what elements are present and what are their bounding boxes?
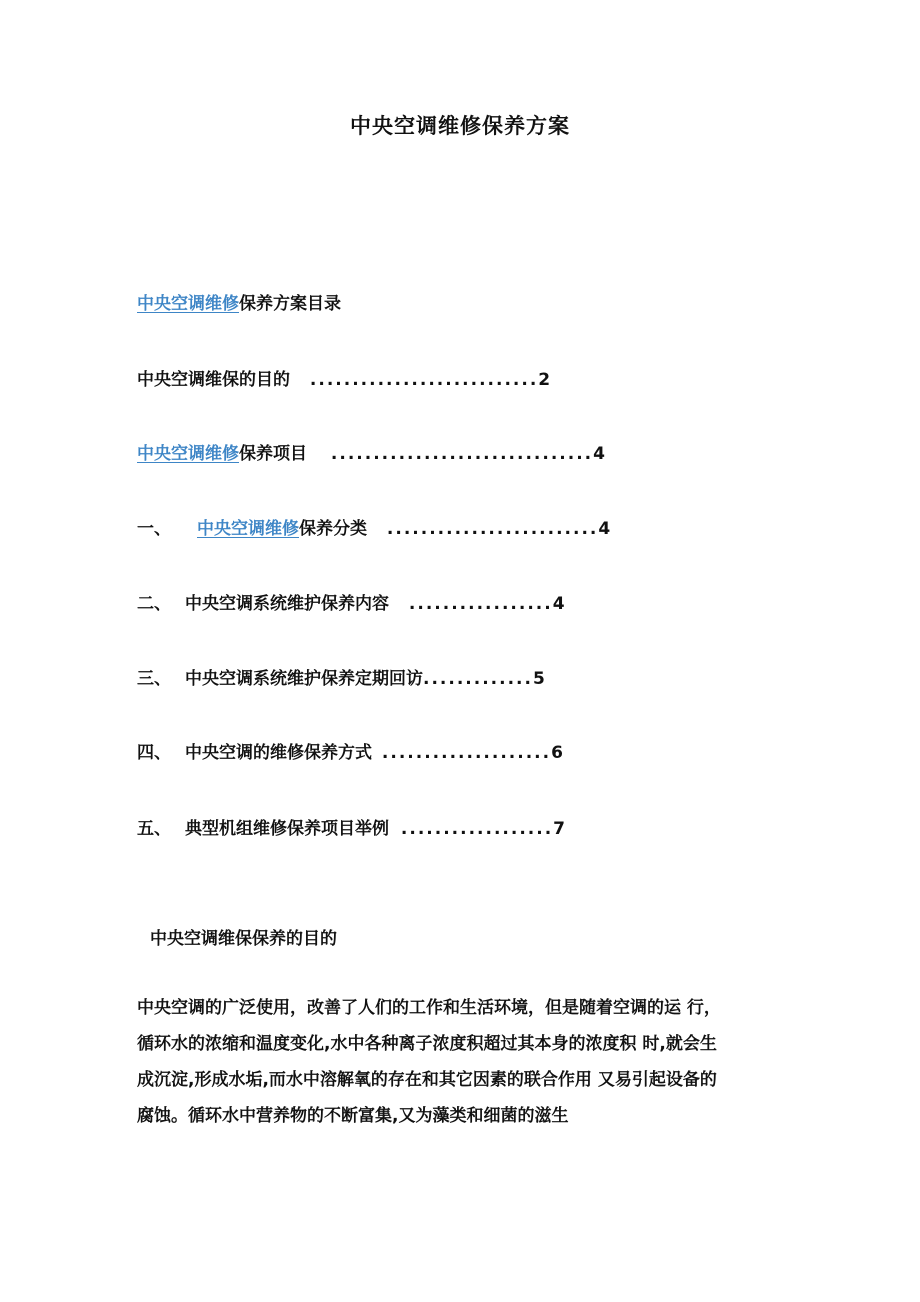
toc-leader-dots: ............................... (330, 444, 594, 464)
toc-leader-dots: .................... (381, 743, 552, 763)
toc-entry-text: 中央空调系统维护保养内容 (185, 594, 389, 614)
paragraph-line: 腐蚀。循环水中营养物的不断富集,又为藻类和细菌的滋生 (137, 1106, 569, 1126)
paragraph-line: 循环水的浓缩和温度变化,水中各种离子浓度积超过其本身的浓度积 时,就会生 (137, 1034, 717, 1054)
toc-heading (137, 289, 341, 314)
toc-page-number: 4 (593, 444, 605, 464)
toc-entry-examples[interactable] (137, 814, 565, 839)
toc-entry-text: 中央空调维保的目的 (137, 370, 290, 390)
document-title: 中央空调维修保养方案 (350, 114, 570, 138)
toc-entry-maintenance-content[interactable] (137, 589, 565, 614)
toc-entry-text: 中央空调的维修保养方式 (185, 743, 372, 763)
paragraph-line: 中央空调的广泛使用，改善了人们的工作和生活环境，但是随着空调的运 行， (137, 998, 721, 1018)
toc-leader-dots: ............. (423, 669, 533, 689)
toc-leader-dots: .................. (400, 819, 554, 839)
toc-entry-number: 三、 (137, 669, 171, 689)
paragraph-line: 成沉淀,形成水垢,而水中溶解氧的存在和其它因素的联合作用 又易引起设备的 (137, 1070, 717, 1090)
toc-entry-text: 典型机组维修保养项目举例 (185, 819, 389, 839)
toc-entry-text: 保养分类 (299, 519, 367, 539)
toc-page-number: 6 (551, 743, 563, 763)
toc-entry-items[interactable] (137, 439, 605, 464)
toc-leader-dots: ................. (408, 594, 553, 614)
toc-entry-number: 一、 (137, 519, 171, 539)
toc-leader-dots: ........................... (309, 370, 539, 390)
toc-page-number: 4 (552, 594, 565, 614)
toc-page-number: 5 (532, 669, 545, 689)
section-heading: 中央空调维保保养的目的 (150, 929, 337, 949)
toc-page-number: 7 (553, 819, 566, 839)
toc-entry-text: 中央空调系统维护保养定期回访 (185, 669, 423, 689)
toc-entry-number: 四、 (137, 743, 171, 763)
toc-page-number: 2 (538, 370, 551, 390)
body-paragraph (137, 990, 787, 1134)
toc-entry-number: 五、 (137, 819, 171, 839)
toc-leader-dots: ......................... (386, 519, 599, 539)
toc-heading-link[interactable]: 中央空调维修 (137, 294, 239, 314)
toc-entry-link[interactable]: 中央空调维修 (197, 519, 299, 539)
toc-entry-text: 保养项目 (239, 444, 307, 464)
toc-entry-number: 二、 (137, 594, 171, 614)
toc-entry-methods[interactable] (137, 738, 563, 763)
toc-heading-text: 保养方案目录 (239, 294, 341, 314)
toc-entry-purpose[interactable] (137, 365, 550, 390)
toc-entry-classification[interactable] (137, 514, 610, 539)
toc-page-number: 4 (598, 519, 611, 539)
toc-entry-link[interactable]: 中央空调维修 (137, 444, 239, 464)
toc-entry-follow-up[interactable] (137, 664, 545, 689)
